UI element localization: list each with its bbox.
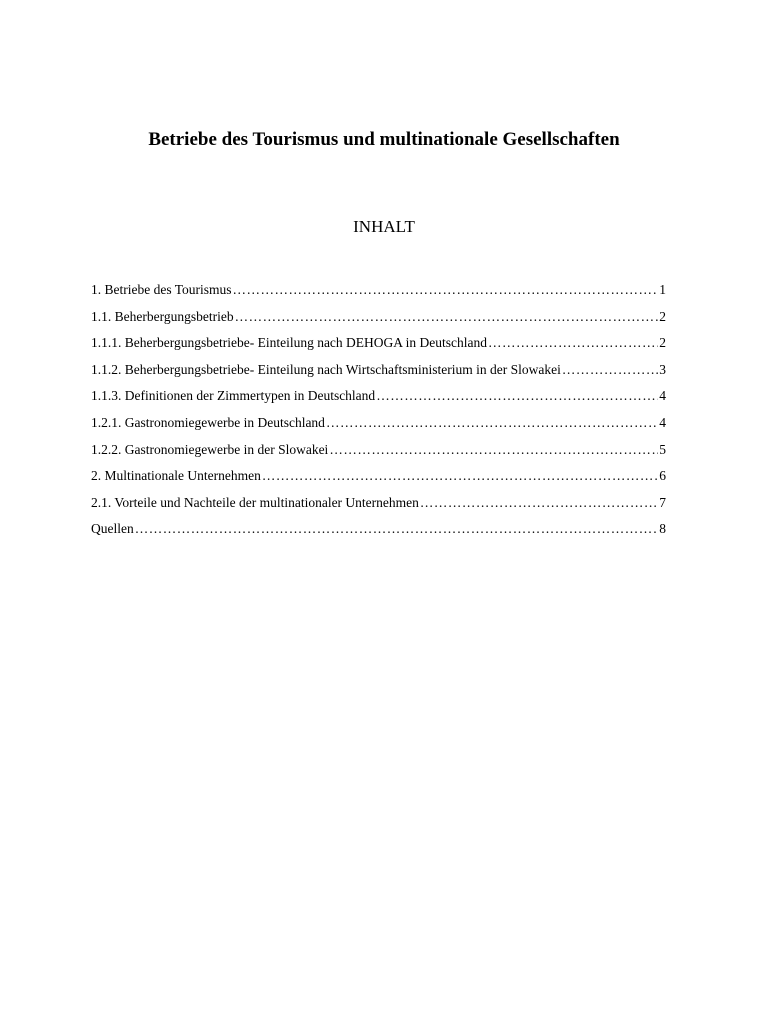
toc-entry-label: 1.1.1. Beherbergungsbetriebe- Einteilung nach DEHOGA in Deutschland xyxy=(91,335,488,351)
toc-entry xyxy=(91,463,666,490)
toc-entry-label: 1.2.2. Gastronomiegewerbe in der Slowakei xyxy=(91,441,329,457)
toc-heading: INHALT xyxy=(353,217,415,236)
toc-entry-page: 4 xyxy=(659,414,666,430)
toc-entry-page: 4 xyxy=(659,388,666,404)
toc-entry xyxy=(91,277,666,304)
toc-entry-label: 1.1. Beherbergungsbetrieb xyxy=(91,308,234,324)
toc-entry-page: 3 xyxy=(659,361,666,377)
toc-dot-leader xyxy=(262,463,658,490)
toc-entry-label: 2. Multinationale Unternehmen xyxy=(91,468,261,484)
toc-entry xyxy=(91,437,666,464)
toc-entry-label: 2.1. Vorteile und Nachteile der multinationaler Unternehmen xyxy=(91,494,419,510)
toc-dot-leader xyxy=(562,357,658,384)
table-of-contents xyxy=(91,277,666,543)
toc-entry-label: Quellen xyxy=(91,521,134,537)
toc-entry-page: 5 xyxy=(659,441,666,457)
document-title: Betriebe des Tourismus und multinationale Gesellschaften xyxy=(148,129,620,150)
toc-entry-page: 7 xyxy=(659,494,666,510)
toc-entry-label: 1.2.1. Gastronomiegewerbe in Deutschland xyxy=(91,414,325,430)
toc-dot-leader xyxy=(235,304,659,331)
toc-dot-leader xyxy=(420,490,658,517)
toc-entry xyxy=(91,383,666,410)
toc-entry-page: 8 xyxy=(659,521,666,537)
toc-dot-leader xyxy=(329,437,658,464)
toc-dot-leader xyxy=(135,516,659,543)
toc-entry-page: 6 xyxy=(659,468,666,484)
toc-entry-page: 2 xyxy=(659,335,666,351)
toc-entry xyxy=(91,490,666,517)
toc-entry-page: 1 xyxy=(659,282,666,297)
toc-dot-leader xyxy=(233,277,659,304)
toc-entry xyxy=(91,357,666,384)
toc-entry-page: 2 xyxy=(659,308,666,324)
toc-entry-label: 1. Betriebe des Tourismus xyxy=(91,282,232,297)
toc-entry-label: 1.1.3. Definitionen der Zimmertypen in Deutschland xyxy=(91,388,376,404)
toc-dot-leader xyxy=(376,383,658,410)
toc-entry xyxy=(91,304,666,331)
toc-dot-leader xyxy=(326,410,658,437)
toc-entry xyxy=(91,410,666,437)
toc-entry xyxy=(91,330,666,357)
toc-dot-leader xyxy=(488,330,658,357)
toc-entry xyxy=(91,516,666,543)
toc-entry-label: 1.1.2. Beherbergungsbetriebe- Einteilung nach Wirtschaftsministerium in der Slowakei xyxy=(91,361,561,377)
